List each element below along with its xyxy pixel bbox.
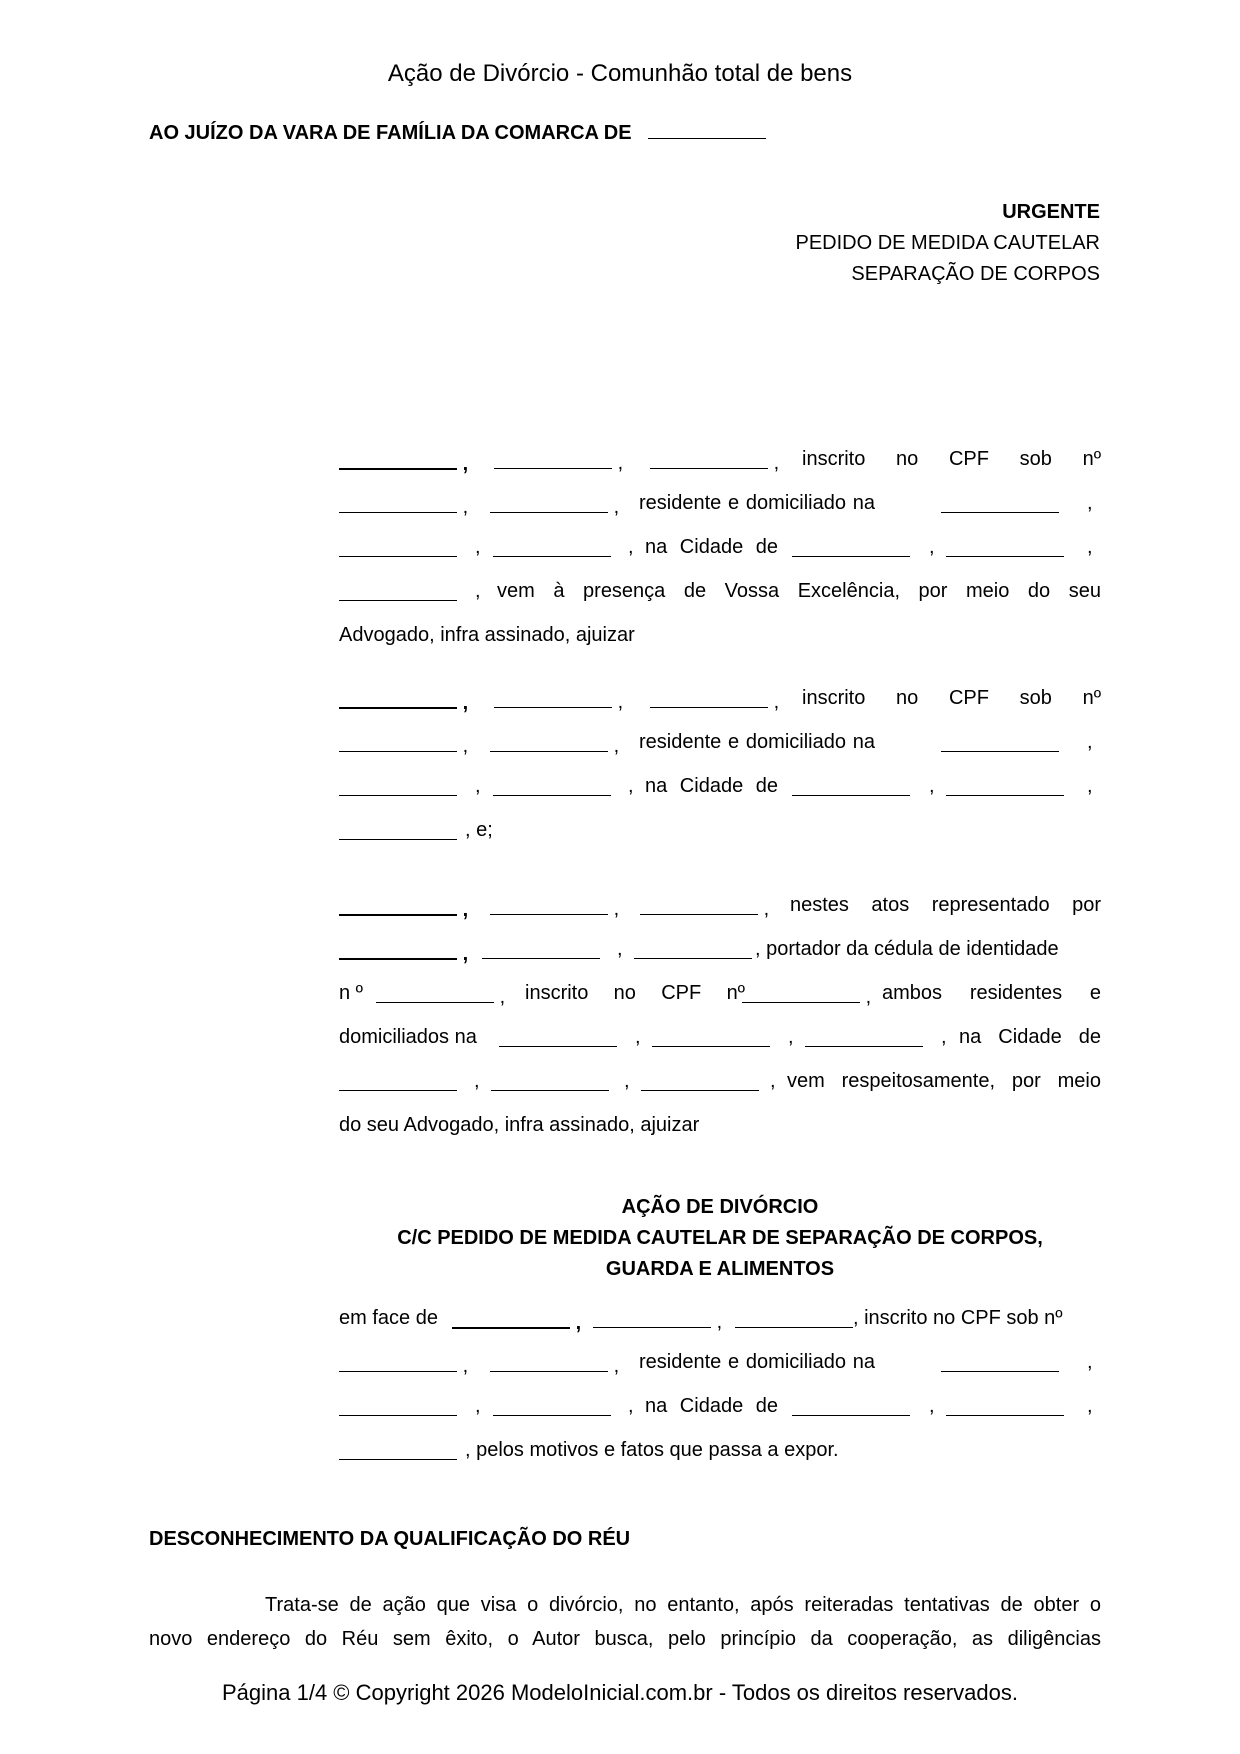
blank-field xyxy=(946,536,1064,557)
blank-field xyxy=(946,1395,1064,1416)
paragraph-line: , , residente e domiciliado na , xyxy=(339,731,1101,775)
blank-field xyxy=(792,775,910,796)
body-line-1: Trata-se de ação que visa o divórcio, no entanto, após reiteradas tentativas de obter o xyxy=(265,1594,1101,1616)
urgent-label: URGENTE xyxy=(1002,201,1100,223)
section-heading: DESCONHECIMENTO DA QUALIFICAÇÃO DO RÉU xyxy=(149,1528,631,1550)
blank-field xyxy=(792,536,910,557)
paragraph-line: , , , inscrito no CPF sob nº xyxy=(339,687,1101,731)
blank-field xyxy=(652,1026,770,1047)
paragraph-line: , vem à presença de Vossa Excelência, por meio do seu xyxy=(339,580,1101,624)
blank-field xyxy=(946,775,1064,796)
blank-field xyxy=(742,982,860,1003)
paragraph-line: , , , vem respeitosamente, por meio xyxy=(339,1070,1101,1114)
blank-field xyxy=(494,448,612,469)
blank-field xyxy=(792,1395,910,1416)
paragraph-line: , pelos motivos e fatos que passa a expor. xyxy=(339,1439,1101,1483)
blank-field xyxy=(339,580,457,601)
comarca-blank xyxy=(648,124,766,139)
blank-field xyxy=(735,1307,853,1328)
paragraph-line: do seu Advogado, infra assinado, ajuizar xyxy=(339,1114,700,1136)
name-blank xyxy=(339,448,457,470)
paragraph-line: Advogado, infra assinado, ajuizar xyxy=(339,624,635,646)
paragraph-line: , , , portador da cédula de identidade xyxy=(339,938,1101,982)
paragraph-line: , , na Cidade de , , xyxy=(339,1395,1101,1439)
body-paragraph xyxy=(149,1588,1101,1656)
court-heading-text: AO JUÍZO DA VARA DE FAMÍLIA DA COMARCA DE xyxy=(149,122,632,144)
blank-field xyxy=(493,536,611,557)
body-line-2: novo endereço do Réu sem êxito, o Autor busca, pelo princípio da cooperação, as diligências xyxy=(149,1628,1101,1650)
paragraph-line: domiciliados na , , , na Cidade de xyxy=(339,1026,1101,1048)
paragraph-line: , , na Cidade de , , xyxy=(339,536,1101,580)
blank-field xyxy=(493,775,611,796)
action-title-line-2: C/C PEDIDO DE MEDIDA CAUTELAR DE SEPARAÇÃO DE CORPOS, xyxy=(397,1227,1043,1249)
paragraph-line: , , residente e domiciliado na , xyxy=(339,492,1101,536)
urgent-line-1: PEDIDO DE MEDIDA CAUTELAR xyxy=(795,232,1100,254)
name-blank xyxy=(339,938,457,960)
blank-field xyxy=(641,1070,759,1091)
paragraph-line: , , , nestes atos representado por xyxy=(339,894,1101,938)
blank-field xyxy=(339,536,457,557)
action-title xyxy=(339,1192,1101,1285)
blank-field xyxy=(805,1026,923,1047)
urgent-block xyxy=(795,197,1100,290)
name-blank xyxy=(452,1307,570,1329)
action-title-line-1: AÇÃO DE DIVÓRCIO xyxy=(621,1196,819,1218)
blank-field xyxy=(339,492,457,513)
blank-field xyxy=(376,982,494,1003)
blank-field xyxy=(339,1070,457,1091)
defendant-qualification xyxy=(339,1307,1101,1483)
plaintiff-1-qualification xyxy=(339,448,1101,668)
document-title: Ação de Divórcio - Comunhão total de bens xyxy=(387,60,853,87)
blank-field xyxy=(650,448,768,469)
blank-field xyxy=(490,894,608,915)
paragraph-line: , , residente e domiciliado na , xyxy=(339,1351,1101,1395)
blank-field xyxy=(482,938,600,959)
urgent-line-2: SEPARAÇÃO DE CORPOS xyxy=(851,263,1100,285)
paragraph-line: , , na Cidade de , , xyxy=(339,775,1101,819)
blank-field xyxy=(490,731,608,752)
court-heading xyxy=(149,122,766,145)
blank-field xyxy=(593,1307,711,1328)
paragraph-line: , , , inscrito no CPF sob nº xyxy=(339,448,1101,492)
blank-field xyxy=(339,731,457,752)
name-blank xyxy=(339,894,457,916)
blank-field xyxy=(650,687,768,708)
blank-field xyxy=(941,492,1059,513)
blank-field xyxy=(499,1026,617,1047)
blank-field xyxy=(490,492,608,513)
blank-field xyxy=(493,1395,611,1416)
blank-field xyxy=(941,1351,1059,1372)
blank-field xyxy=(490,1351,608,1372)
blank-field xyxy=(339,1439,457,1460)
page-footer: Página 1/4 © Copyright 2026 ModeloInicial.com.br - Todos os direitos reservados. xyxy=(222,1680,1018,1705)
blank-field xyxy=(339,1395,457,1416)
blank-field xyxy=(634,938,752,959)
plaintiff-2-qualification xyxy=(339,687,1101,863)
blank-field xyxy=(339,1351,457,1372)
blank-field xyxy=(491,1070,609,1091)
blank-field xyxy=(640,894,758,915)
minor-qualification xyxy=(339,894,1101,1158)
blank-field xyxy=(941,731,1059,752)
action-title-line-3: GUARDA E ALIMENTOS xyxy=(605,1258,835,1280)
paragraph-line: n º , inscrito no CPF nº , ambos residentes e xyxy=(339,982,1101,1008)
blank-field xyxy=(494,687,612,708)
name-blank xyxy=(339,687,457,709)
blank-field xyxy=(339,775,457,796)
blank-field xyxy=(339,819,457,840)
paragraph-line: em face de , , , inscrito no CPF sob nº xyxy=(339,1307,1063,1334)
paragraph-line: , e; xyxy=(339,819,1101,863)
